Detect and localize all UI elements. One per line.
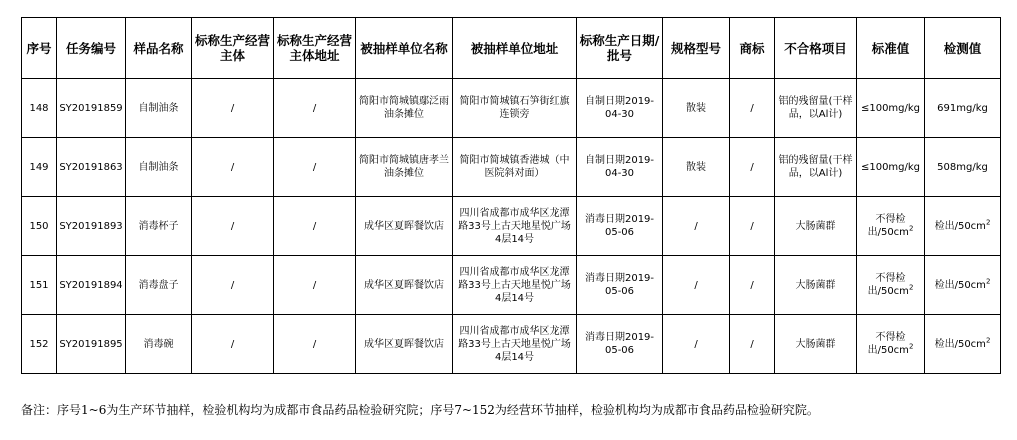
- value-sup: 2: [985, 277, 991, 286]
- header-sample: 样品名称: [126, 18, 192, 79]
- cell-task-no: SY20191895: [57, 315, 126, 374]
- cell-producer: /: [192, 256, 274, 315]
- cell-unit-address: 四川省成都市成华区龙潭路33号上古天地星悦广场4层14号: [453, 197, 577, 256]
- cell-task-no: SY20191859: [57, 79, 126, 138]
- cell-unit-address: 简阳市简城镇香港城（中医院斜对面）: [453, 138, 577, 197]
- cell-producer-address: /: [274, 315, 356, 374]
- cell-seq: 148: [22, 79, 57, 138]
- cell-brand: /: [730, 138, 775, 197]
- cell-task-no: SY20191863: [57, 138, 126, 197]
- cell-sample: 消毒杯子: [126, 197, 192, 256]
- cell-brand: /: [730, 315, 775, 374]
- header-brand: 商标: [730, 18, 775, 79]
- cell-producer-address: /: [274, 256, 356, 315]
- standard-sup: 2: [908, 224, 914, 233]
- cell-standard: [857, 79, 925, 138]
- cell-date: 自制日期2019-04-30: [577, 138, 663, 197]
- cell-seq: 150: [22, 197, 57, 256]
- cell-unit-name: 成华区夏晖餐饮店: [356, 197, 453, 256]
- cell-task-no: SY20191894: [57, 256, 126, 315]
- cell-producer: /: [192, 315, 274, 374]
- cell-value: [925, 256, 1001, 315]
- cell-value: [925, 79, 1001, 138]
- standard-sup: 2: [908, 342, 914, 351]
- header-item: 不合格项目: [775, 18, 857, 79]
- standard-text: 不得检出/50cm: [867, 332, 909, 356]
- cell-item: 铝的残留量(干样品，以Al计): [775, 138, 857, 197]
- value-text: 691mg/kg: [937, 102, 988, 114]
- standard-text: 不得检出/50cm: [867, 214, 909, 238]
- cell-value: [925, 138, 1001, 197]
- cell-unit-name: 简阳市简城镇鄢泛雨油条摊位: [356, 79, 453, 138]
- cell-date: 消毒日期2019-05-06: [577, 197, 663, 256]
- header-value: 检测值: [925, 18, 1001, 79]
- cell-date: 消毒日期2019-05-06: [577, 256, 663, 315]
- standard-text: ≤100mg/kg: [860, 161, 921, 173]
- cell-standard: [857, 256, 925, 315]
- footnote: 备注：序号1~6为生产环节抽样，检验机构均为成都市食品药品检验研究院；序号7~152为经营环节抽样，检验机构均为成都市食品药品检验研究院。: [21, 403, 819, 417]
- cell-seq: 149: [22, 138, 57, 197]
- inspection-table: [21, 17, 1001, 374]
- cell-item: 铝的残留量(干样品，以Al计): [775, 79, 857, 138]
- cell-producer-address: /: [274, 79, 356, 138]
- cell-producer: /: [192, 79, 274, 138]
- value-text: 检出/50cm: [934, 220, 986, 232]
- cell-value: [925, 197, 1001, 256]
- cell-brand: /: [730, 79, 775, 138]
- header-unit-address: 被抽样单位地址: [453, 18, 577, 79]
- cell-date: 消毒日期2019-05-06: [577, 315, 663, 374]
- cell-standard: [857, 315, 925, 374]
- value-sup: 2: [985, 218, 991, 227]
- cell-brand: /: [730, 256, 775, 315]
- cell-task-no: SY20191893: [57, 197, 126, 256]
- cell-unit-address: 四川省成都市成华区龙潭路33号上古天地星悦广场4层14号: [453, 315, 577, 374]
- cell-item: 大肠菌群: [775, 315, 857, 374]
- header-task-no: 任务编号: [57, 18, 126, 79]
- header-unit-name: 被抽样单位名称: [356, 18, 453, 79]
- value-text: 检出/50cm: [934, 279, 986, 291]
- cell-unit-name: 成华区夏晖餐饮店: [356, 256, 453, 315]
- header-seq: 序号: [22, 18, 57, 79]
- cell-spec: 散装: [663, 79, 730, 138]
- standard-text: ≤100mg/kg: [860, 102, 921, 114]
- cell-value: [925, 315, 1001, 374]
- standard-sup: 2: [908, 283, 914, 292]
- header-producer-address: 标称生产经营主体地址: [274, 18, 356, 79]
- cell-standard: [857, 138, 925, 197]
- cell-seq: 151: [22, 256, 57, 315]
- header-date: 标称生产日期/批号: [577, 18, 663, 79]
- cell-unit-address: 简阳市简城镇石笋街红旗连锁旁: [453, 79, 577, 138]
- cell-unit-address: 四川省成都市成华区龙潭路33号上古天地星悦广场4层14号: [453, 256, 577, 315]
- table-row: [22, 256, 1001, 315]
- value-sup: 2: [985, 336, 991, 345]
- cell-spec: /: [663, 256, 730, 315]
- table-row: [22, 79, 1001, 138]
- header-row: [22, 18, 1001, 79]
- cell-producer-address: /: [274, 138, 356, 197]
- cell-date: 自制日期2019-04-30: [577, 79, 663, 138]
- cell-spec: 散装: [663, 138, 730, 197]
- cell-sample: 自制油条: [126, 79, 192, 138]
- cell-standard: [857, 197, 925, 256]
- cell-item: 大肠菌群: [775, 197, 857, 256]
- header-spec: 规格型号: [663, 18, 730, 79]
- cell-spec: /: [663, 197, 730, 256]
- header-producer: 标称生产经营主体: [192, 18, 274, 79]
- standard-text: 不得检出/50cm: [867, 273, 909, 297]
- cell-unit-name: 简阳市简城镇唐孝兰油条摊位: [356, 138, 453, 197]
- cell-unit-name: 成华区夏晖餐饮店: [356, 315, 453, 374]
- cell-producer: /: [192, 138, 274, 197]
- cell-sample: 消毒盘子: [126, 256, 192, 315]
- cell-sample: 自制油条: [126, 138, 192, 197]
- cell-producer-address: /: [274, 197, 356, 256]
- header-standard: 标准值: [857, 18, 925, 79]
- table-row: [22, 138, 1001, 197]
- cell-producer: /: [192, 197, 274, 256]
- table-row: [22, 315, 1001, 374]
- cell-spec: /: [663, 315, 730, 374]
- value-text: 检出/50cm: [934, 338, 986, 350]
- cell-item: 大肠菌群: [775, 256, 857, 315]
- table-row: [22, 197, 1001, 256]
- value-text: 508mg/kg: [937, 161, 988, 173]
- cell-seq: 152: [22, 315, 57, 374]
- cell-brand: /: [730, 197, 775, 256]
- cell-sample: 消毒碗: [126, 315, 192, 374]
